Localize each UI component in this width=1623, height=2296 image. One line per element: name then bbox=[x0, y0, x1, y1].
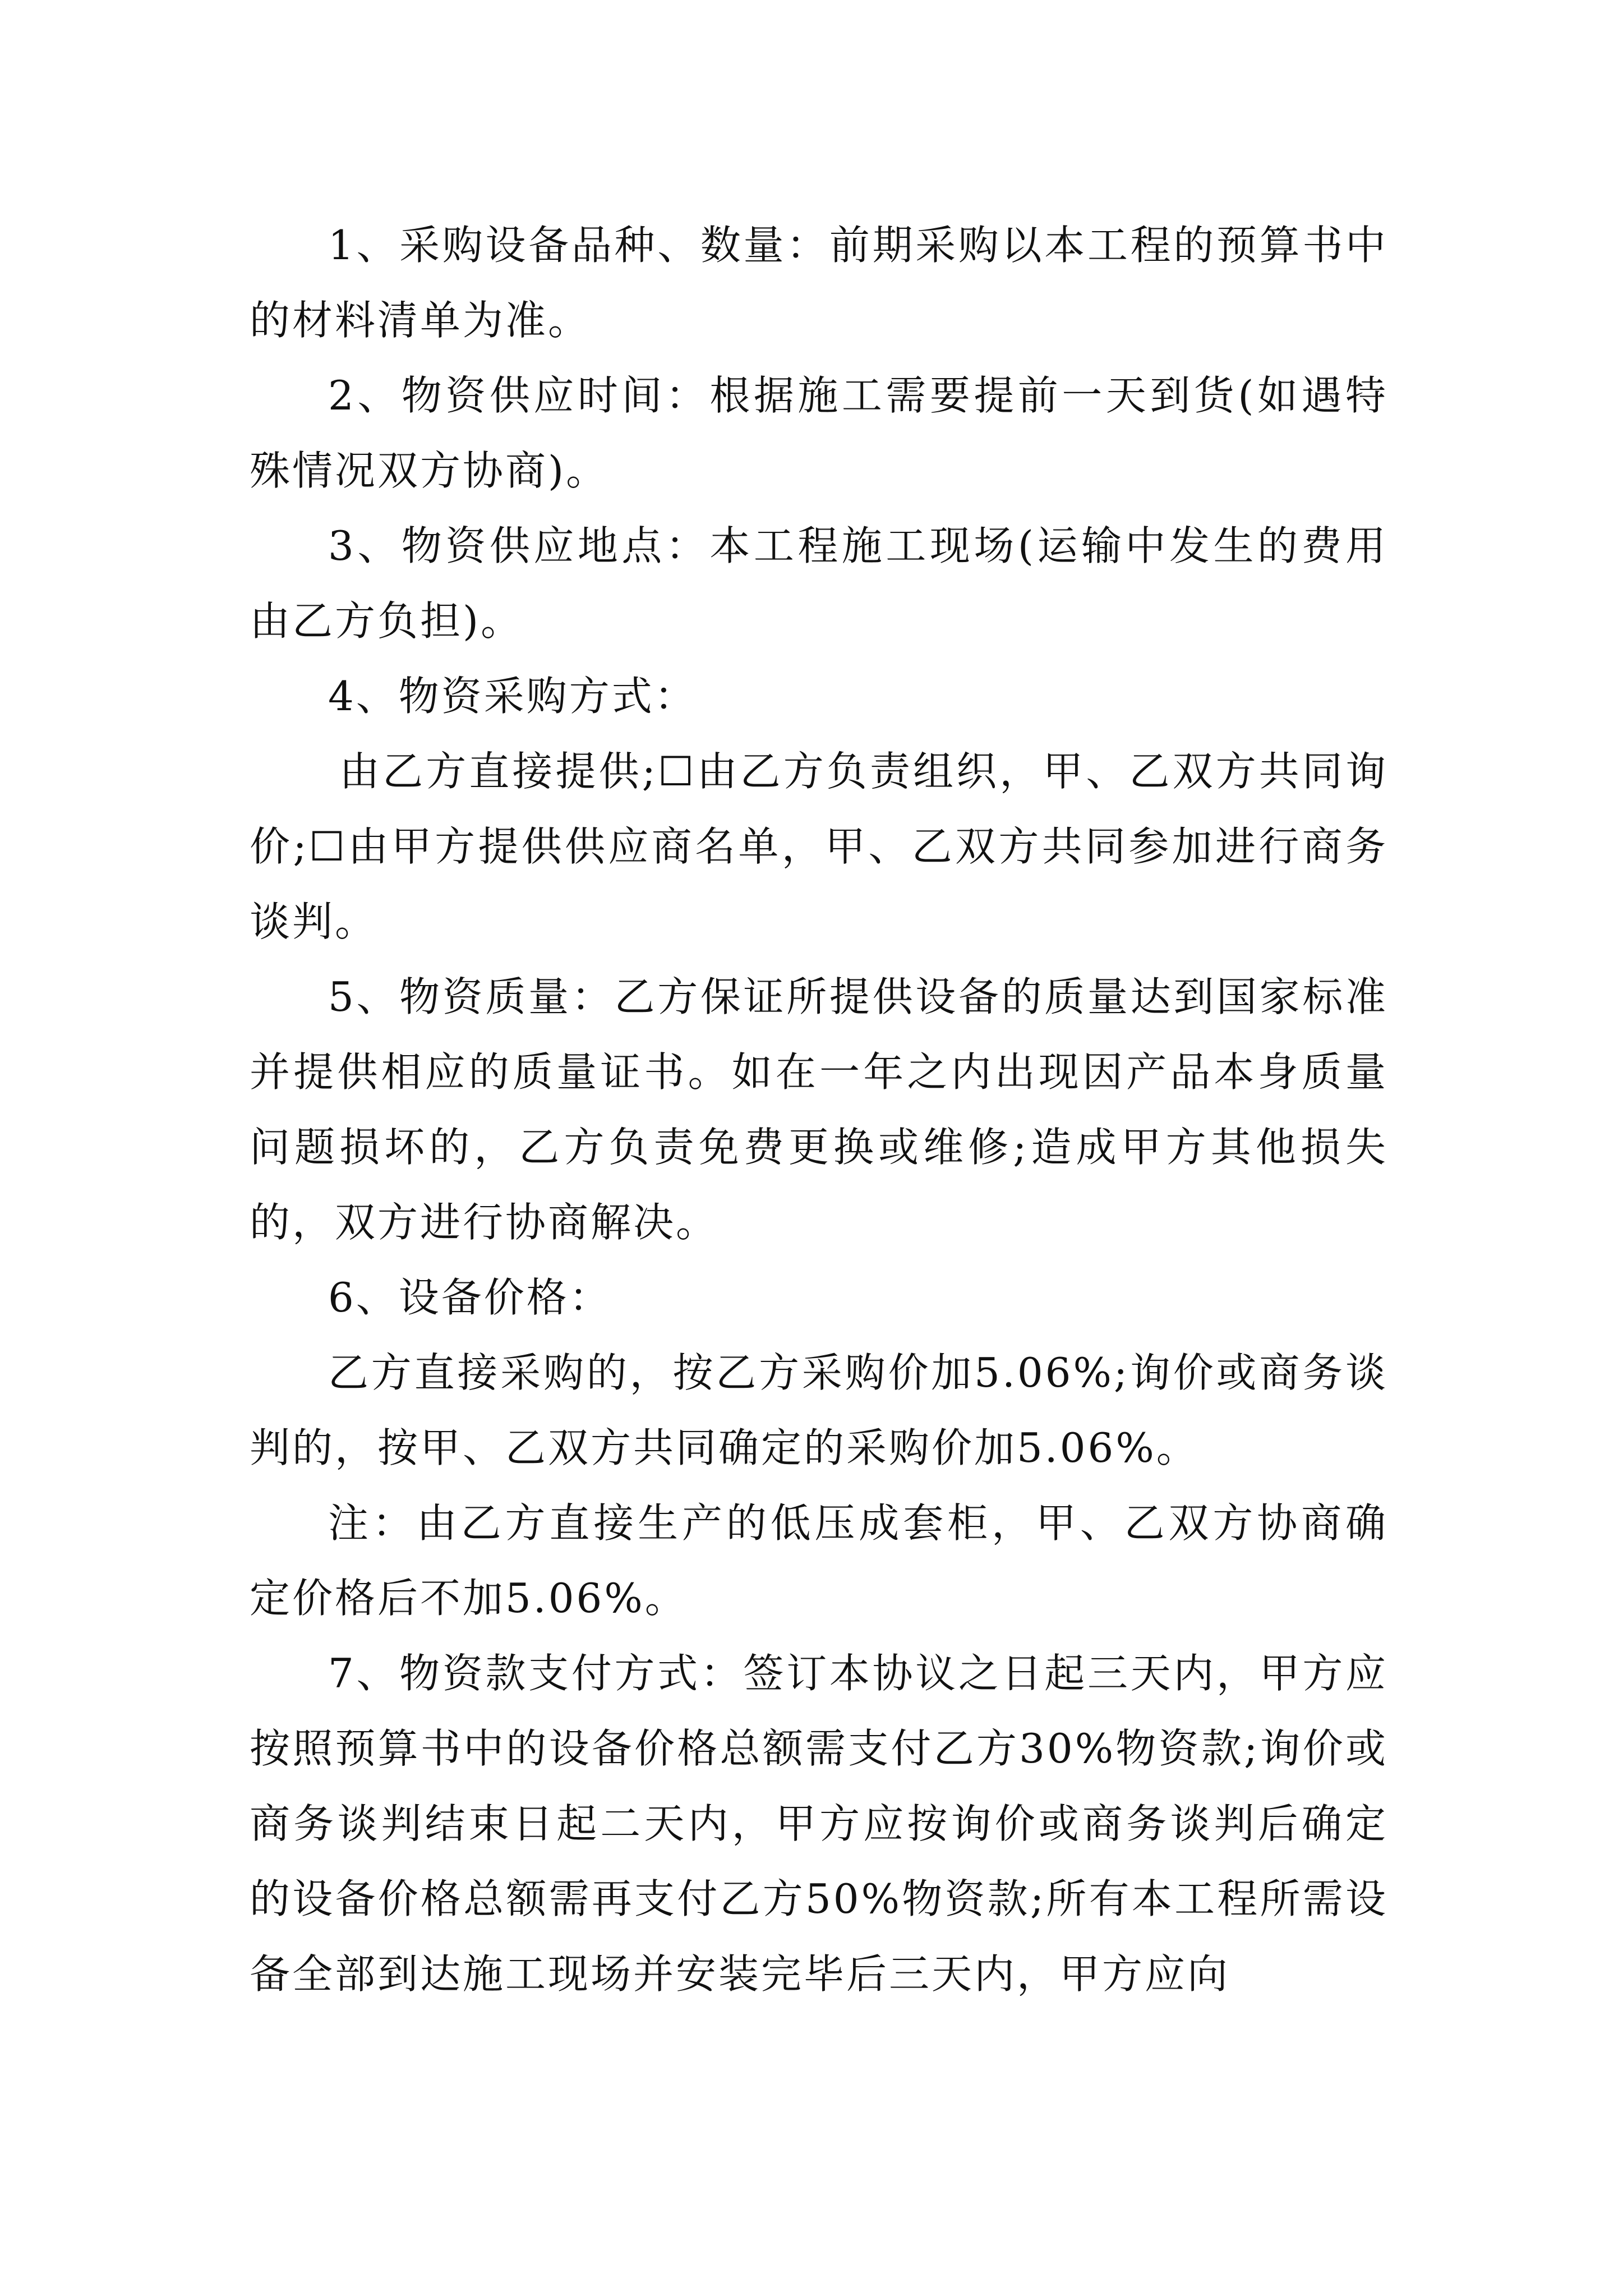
clause-6-price-detail: 乙方直接采购的，按乙方采购价加5.06%;询价或商务谈判的，按甲、乙双方共同确定的采购价加5.06%。 bbox=[250, 1349, 1388, 1471]
clause-4-options: 由乙方直接提供;☐由乙方负责组织，甲、乙双方共同询价;☐由甲方提供供应商名单，甲、乙双方共同参加进行商务谈判。 bbox=[250, 748, 1388, 945]
clause-4-procurement-method: 4、物资采购方式： bbox=[328, 673, 697, 720]
clause-7-payment-method: 7、物资款支付方式：签订本协议之日起三天内，甲方应按照预算书中的设备价格总额需支付乙方30%物资款;询价或商务谈判结束日起二天内，甲方应按询价或商务谈判后确定的设备价格总额需再支付乙方50%物资款;所有本工程所需设备全部到达施工现场并安装完毕后三天内，甲方应向 bbox=[250, 1650, 1388, 1998]
clause-6-note: 注：由乙方直接生产的低压成套柜，甲、乙双方协商确定价格后不加5.06%。 bbox=[250, 1499, 1388, 1622]
clause-1-equipment-quantity: 1、采购设备品种、数量：前期采购以本工程的预算书中的材料清单为准。 bbox=[250, 222, 1388, 344]
clause-5-quality: 5、物资质量：乙方保证所提供设备的质量达到国家标准并提供相应的质量证书。如在一年之内出现因产品本身质量问题损坏的，乙方负责免费更换或维修;造成甲方其他损失的，双方进行协商解决。 bbox=[250, 973, 1388, 1246]
document-body bbox=[250, 208, 1388, 2012]
clause-3-supply-location: 3、物资供应地点：本工程施工现场(运输中发生的费用由乙方负担)。 bbox=[250, 522, 1388, 645]
clause-6-equipment-price: 6、设备价格： bbox=[328, 1274, 612, 1321]
clause-2-supply-time: 2、物资供应时间：根据施工需要提前一天到货(如遇特殊情况双方协商)。 bbox=[250, 372, 1388, 494]
